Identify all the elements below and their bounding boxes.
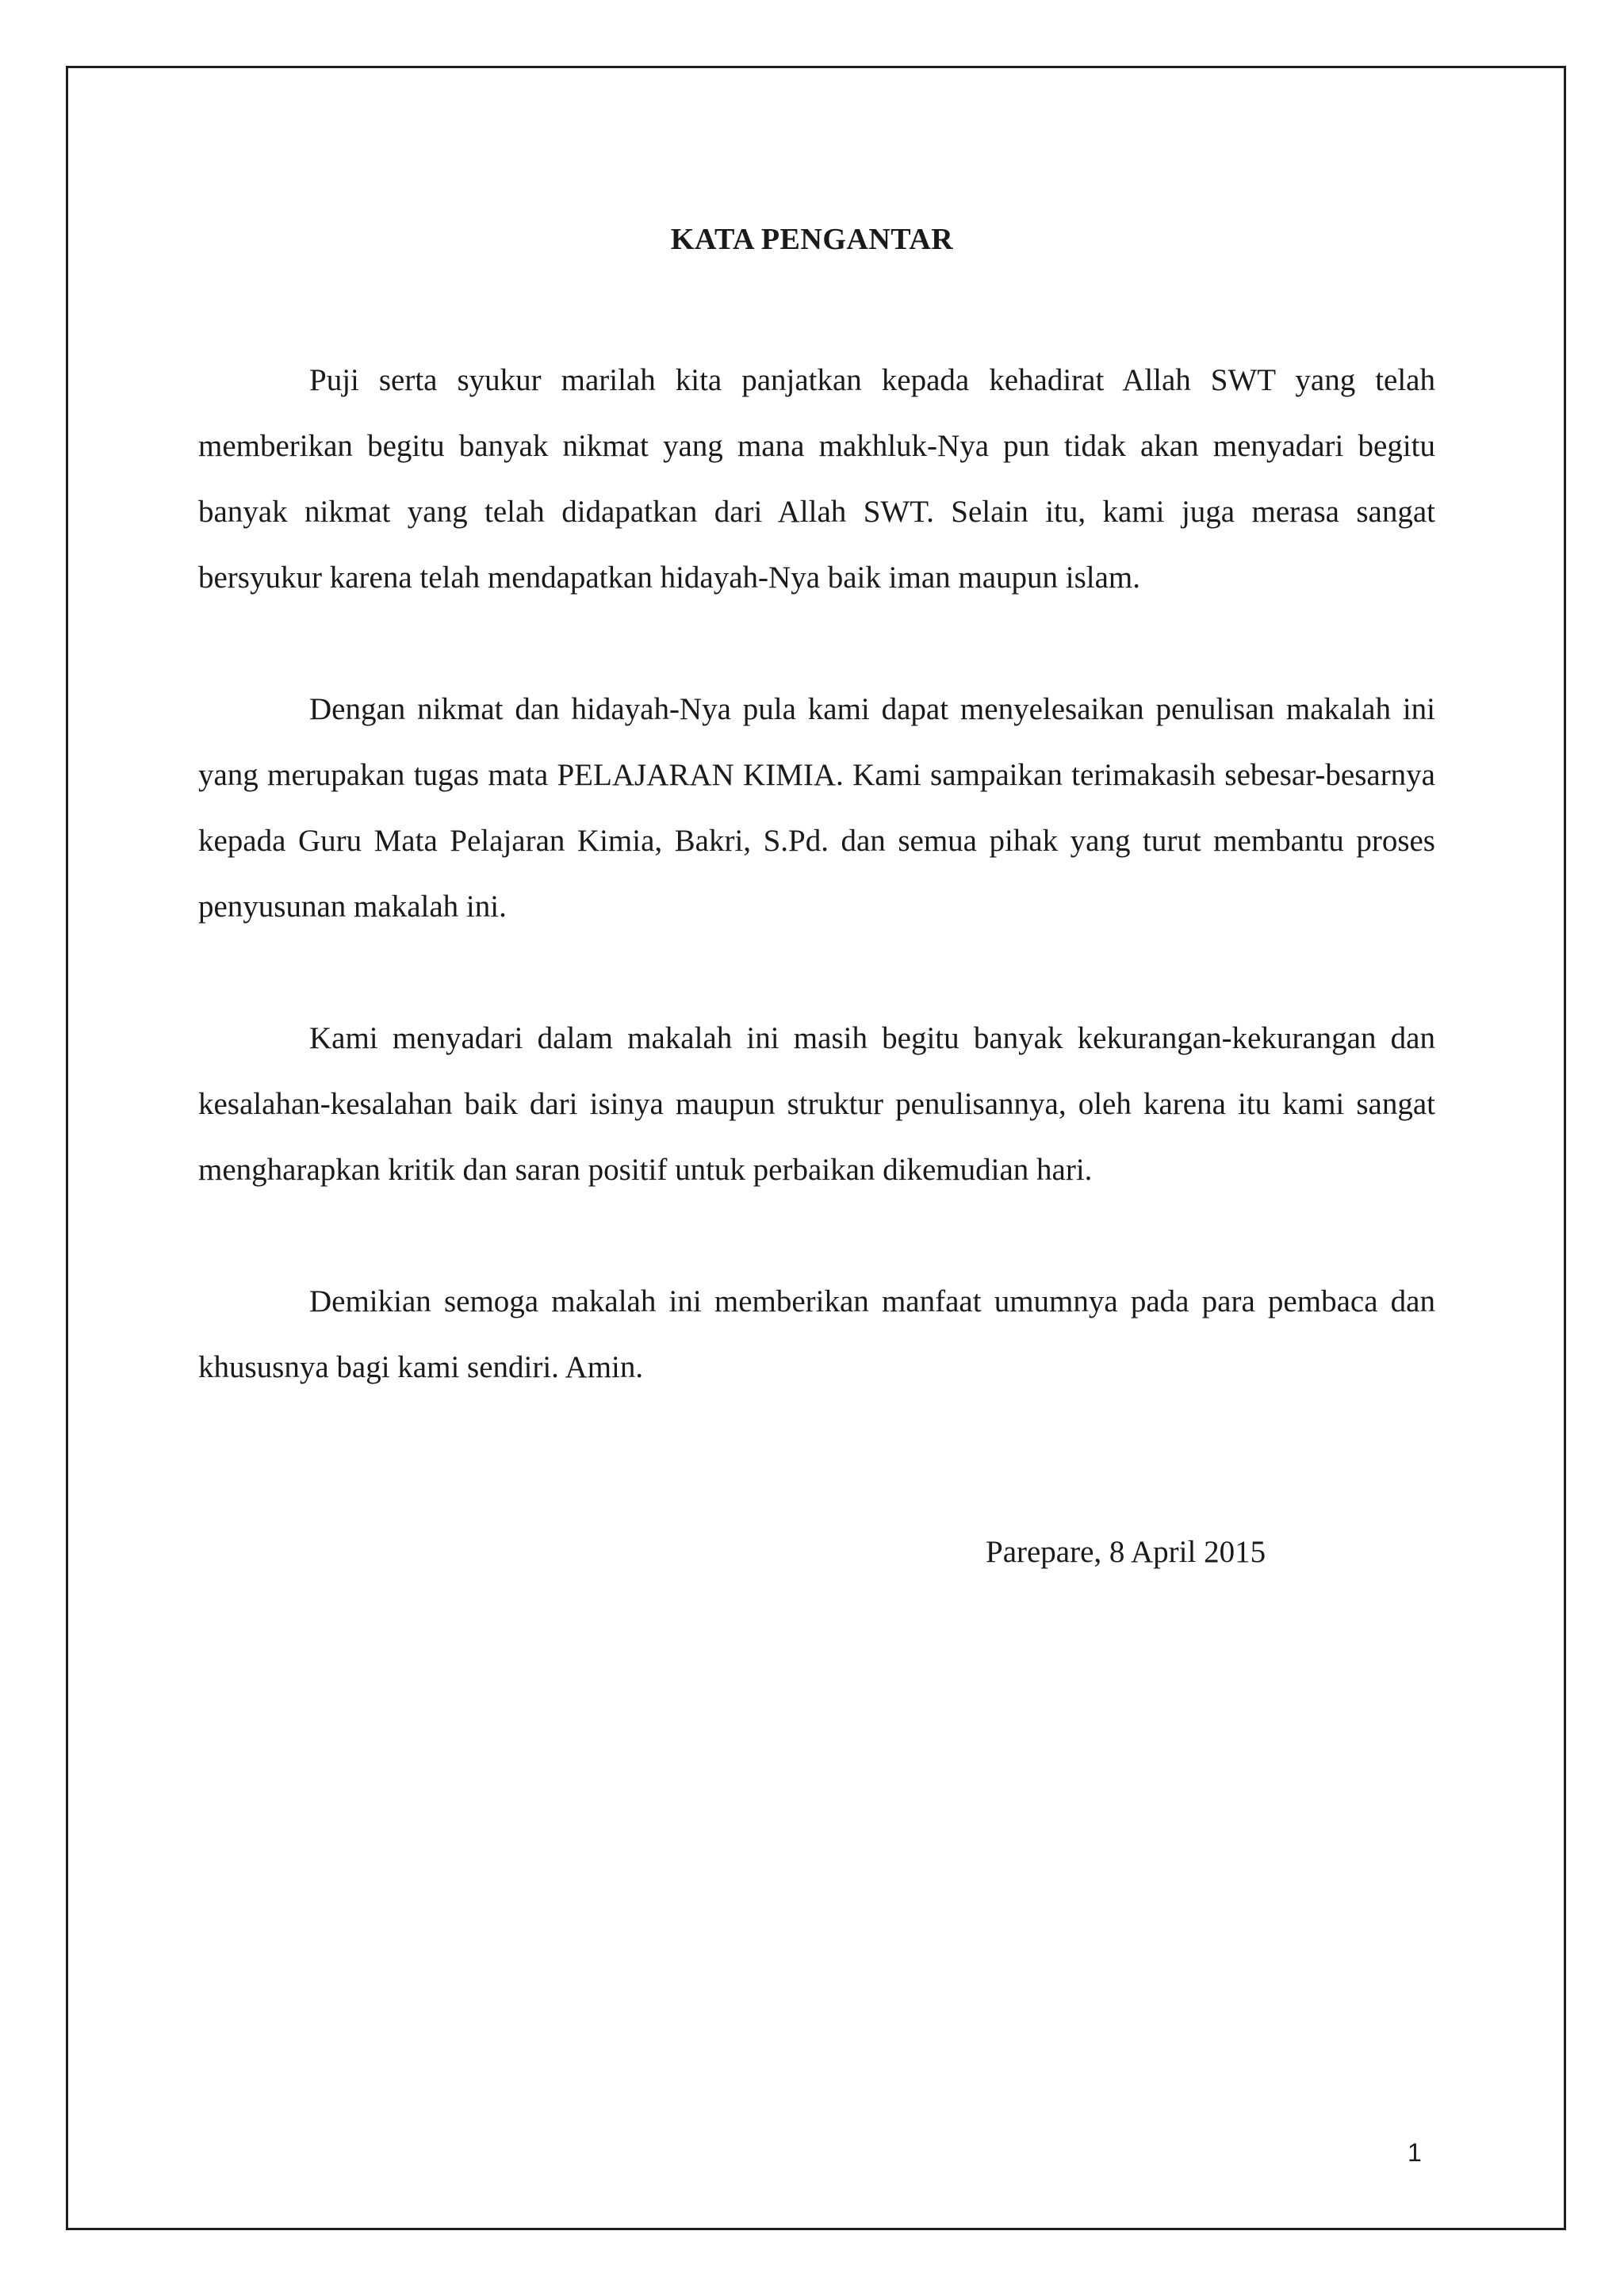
paragraph-1: Puji serta syukur marilah kita panjatkan kepada kehadirat Allah SWT yang telah memberikan begitu banyak nikmat yang mana makhluk-Nya pun tidak akan menyadari begitu banyak nikmat yang telah didapatkan dari Allah SWT. Selain itu, kami juga merasa sangat bersyukur karena telah mendapatkan hidayah-Nya baik iman maupun islam.: [198, 363, 1435, 595]
paragraph-4: Demikian semoga makalah ini memberikan manfaat umumnya pada para pembaca dan khususnya bagi kami sendiri. Amin.: [198, 1284, 1435, 1384]
paragraph-2: Dengan nikmat dan hidayah-Nya pula kami dapat menyelesaikan penulisan makalah ini yang merupakan tugas mata PELAJARAN KIMIA. Kami sampaikan terimakasih sebesar-besarnya kepada Guru Mata Pelajaran Kimia, Bakri, S.Pd. dan semua pihak yang turut membantu proses penyusunan makalah ini.: [198, 692, 1435, 924]
paragraph-3: Kami menyadari dalam makalah ini masih begitu banyak kekurangan-kekurangan dan kesalahan-kesalahan baik dari isinya maupun struktur penulisannya, oleh karena itu kami sangat mengharapkan kritik dan saran positif untuk perbaikan dikemudian hari.: [198, 1021, 1435, 1187]
place-date: Parepare, 8 April 2015: [986, 1535, 1266, 1569]
document-body: [198, 347, 1435, 1466]
page-number: 1: [1408, 2138, 1422, 2167]
document-title: KATA PENGANTAR: [670, 223, 954, 256]
